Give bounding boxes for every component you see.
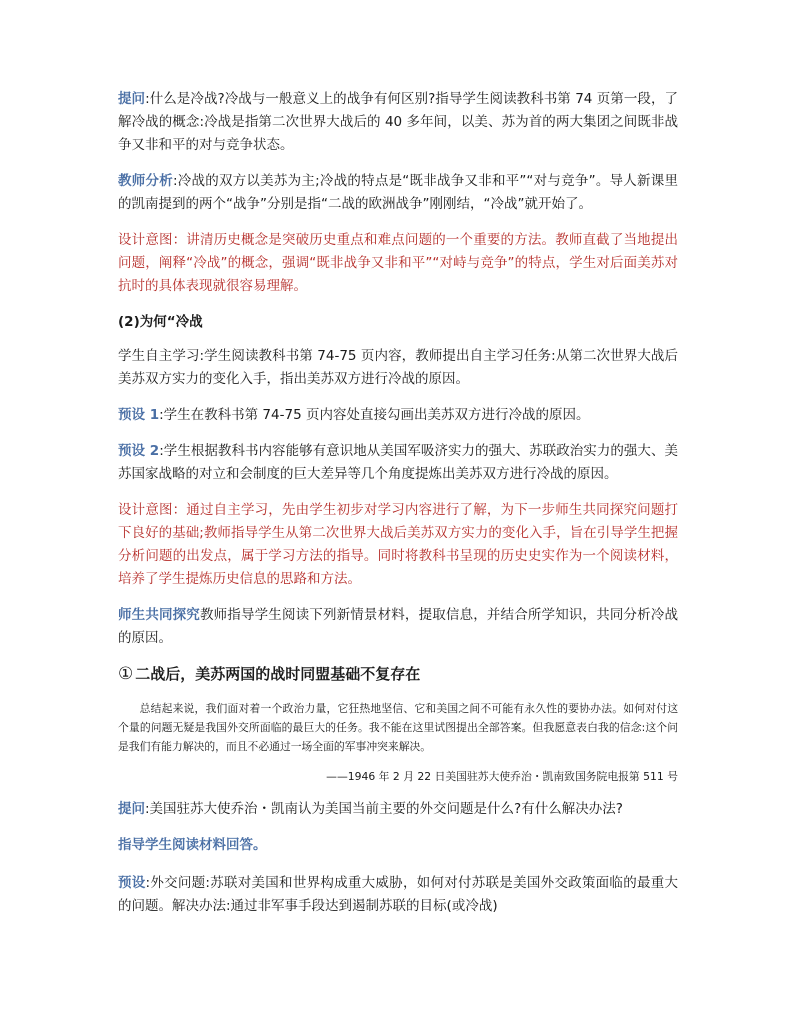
joint-exploration-text: 教师指导学生阅读下列新情景材料，提取信息，并结合所学知识，共同分析冷战的原因。 <box>118 607 679 646</box>
preset-3-paragraph <box>118 872 678 918</box>
design-intent-paragraph-1: 设计意图：讲清历史概念是突破历史重点和难点问题的一个重要的方法。教师直截了当地提出问题，阐释“冷战”的概念，强调“既非战争又非和平”“对峙与竞争”的特点，学生对后面美苏对抗时的具体表现就很容易理解。 <box>118 232 678 294</box>
document-page <box>118 88 678 931</box>
preset-3-label: 预设 <box>118 875 146 891</box>
teacher-analysis-text: :冷战的双方以美苏为主;冷战的特点是“既非战争又非和平”“对与竞争”。导人新课里的凯南提到的两个“战争”分别是指“二战的欧洲战争”刚刚结，“冷战”就开始了。 <box>118 173 679 212</box>
joint-exploration-label: 师生共同探究 <box>118 607 200 623</box>
teacher-analysis-label: 教师分析 <box>118 173 173 189</box>
preset-3-text: :外交问题:苏联对美国和世界构成重大威胁，如何对付苏联是美国外交政策面临的最重大的问题。解决办法:通过非军事手段达到遏制苏联的目标(或冷战) <box>118 875 678 914</box>
preset-1-paragraph <box>118 404 678 427</box>
preset-1-label: 预设 1 <box>118 407 160 423</box>
section-subheading: (2)为何“冷战 <box>118 314 203 330</box>
question-paragraph-1 <box>118 88 678 157</box>
guide-instruction: 指导学生阅读材料回答。 <box>118 837 267 853</box>
question-2-text: :美国驻苏大使乔治・凯南认为美国当前主要的外交问题是什么?有什么解决办法? <box>145 801 623 817</box>
joint-exploration-paragraph <box>118 604 678 650</box>
teacher-analysis-paragraph <box>118 170 678 216</box>
quoted-material: 总结起来说，我们面对着一个政治力量，它狂热地坚信、它和美国之间不可能有永久性的要协办法。如何对付这个量的问题无疑是我国外交所面临的最巨大的任务。我不能在这里试图提出全部答案。但我愿意表白我的信念:这个问是我们有能力解决的，而且不必通过一场全面的军事冲突来解决。 <box>118 702 678 753</box>
point-1-heading-text: 二战后，美苏两国的战时同盟基础不复存在 <box>135 665 421 683</box>
self-study-paragraph: 学生自主学习:学生阅读教科书第 74-75 页内容，教师提出自主学习任务:从第二次世界大战后美苏双方实力的变化入手，指出美苏双方进行冷战的原因。 <box>118 348 678 387</box>
question-paragraph-2 <box>118 798 678 821</box>
preset-2-text: :学生根据教科书内容能够有意识地从美国军吸济实力的强大、苏联政治实力的强大、美苏国家战略的对立和会制度的巨大差异等几个角度提炼出美苏双方进行冷战的原因。 <box>118 443 678 482</box>
question-text: :什么是冷战?冷战与一般意义上的战争有何区别?指导学生阅读教科书第 74 页第一段，了解冷战的概念:冷战是指第二次世界大战后的 40 多年间，以美、苏为首的两大集团之间既非战争又非和平的对与竞争状态。 <box>118 91 679 153</box>
question-label: 提问 <box>118 91 146 107</box>
point-1-heading <box>118 663 678 685</box>
preset-2-label: 预设 2 <box>118 443 160 459</box>
design-intent-paragraph-2: 设计意图：通过自主学习，先由学生初步对学习内容进行了解，为下一步师生共同探究问题打下良好的基础;教师指导学生从第二次世界大战后美苏双方实力的变化入手，旨在引导学生把握分析问题的出发点，属于学习方法的指导。同时将教科书呈现的历史史实作为一个阅读材料，培养了学生提炼历史信息的思路和方法。 <box>118 502 678 587</box>
circled-number-marker: ① <box>118 664 134 684</box>
preset-1-text: :学生在教科书第 74-75 页内容处直接勾画出美苏双方进行冷战的原因。 <box>159 407 590 423</box>
quote-source: ——1946 年 2 月 22 日美国驻苏大使乔治・凯南致国务院电报第 511 号 <box>326 770 678 783</box>
question-2-label: 提问 <box>118 801 145 817</box>
preset-2-paragraph <box>118 440 678 486</box>
